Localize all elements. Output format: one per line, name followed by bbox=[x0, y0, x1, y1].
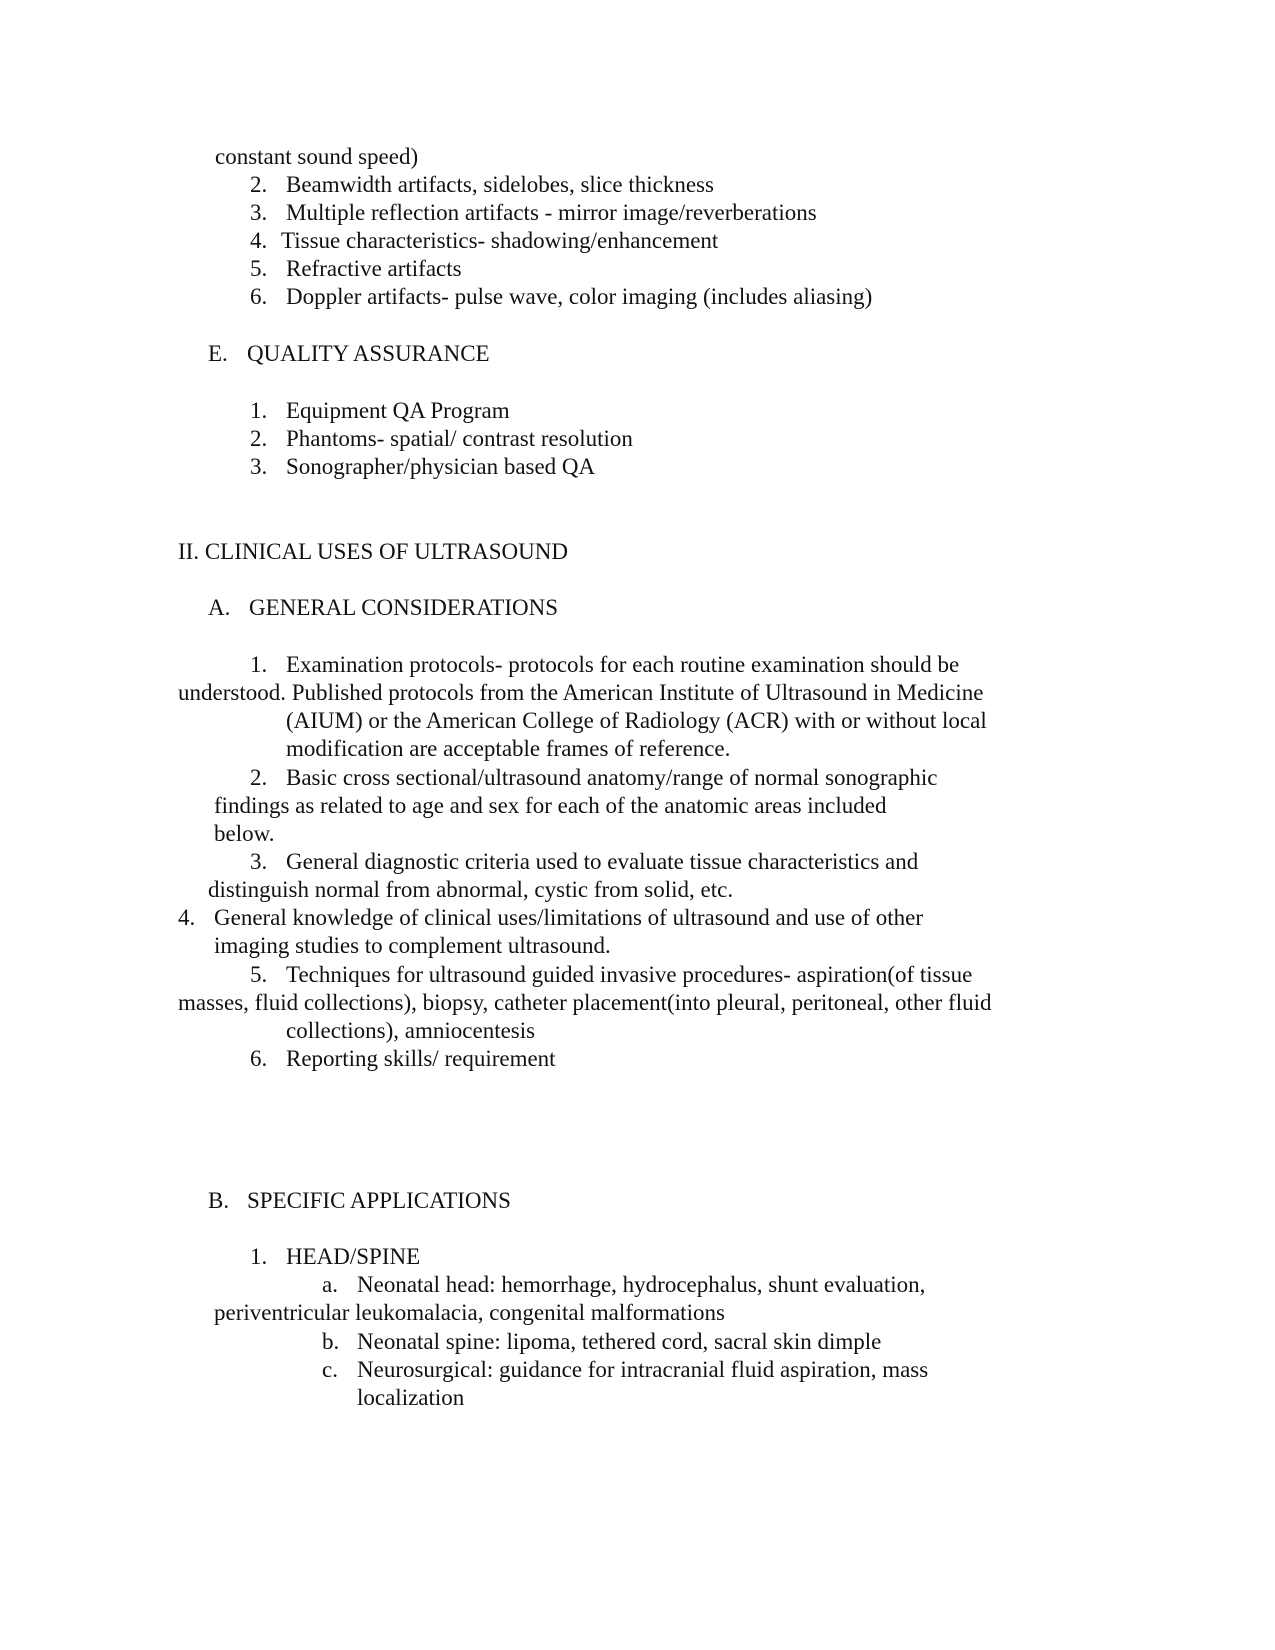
list-number: 2. bbox=[250, 765, 268, 790]
list-number: 6. bbox=[250, 1046, 268, 1071]
list-letter: b. bbox=[322, 1329, 340, 1354]
list-item-text: imaging studies to complement ultrasound. bbox=[214, 933, 611, 958]
list-item-text: Basic cross sectional/ultrasound anatomy/range of normal sonographic bbox=[286, 765, 938, 790]
section-heading: SPECIFIC APPLICATIONS bbox=[247, 1188, 511, 1213]
list-item-text: Multiple reflection artifacts - mirror image/reverberations bbox=[286, 200, 817, 225]
section-letter: A. bbox=[208, 595, 231, 620]
list-item-text: Neonatal head: hemorrhage, hydrocephalus, shunt evaluation, bbox=[357, 1272, 926, 1297]
list-number: 5. bbox=[250, 962, 268, 987]
list-item-text: masses, fluid collections), biopsy, catheter placement(into pleural, peritoneal, other fluid bbox=[178, 990, 992, 1015]
list-number: 1. bbox=[250, 398, 268, 423]
list-item-text: Refractive artifacts bbox=[286, 256, 462, 281]
list-item-text: Neurosurgical: guidance for intracranial fluid aspiration, mass bbox=[357, 1357, 929, 1382]
list-number: 5. bbox=[250, 256, 268, 281]
list-item-text: Neonatal spine: lipoma, tethered cord, sacral skin dimple bbox=[357, 1329, 882, 1354]
major-section-heading: II. CLINICAL USES OF ULTRASOUND bbox=[178, 539, 568, 564]
list-item-text: Beamwidth artifacts, sidelobes, slice thickness bbox=[286, 172, 714, 197]
list-number: 2. bbox=[250, 426, 268, 451]
list-number: 1. bbox=[250, 1244, 268, 1269]
list-item-text: periventricular leukomalacia, congenital malformations bbox=[214, 1300, 725, 1325]
continuation-text: constant sound speed) bbox=[215, 144, 419, 169]
list-letter: c. bbox=[322, 1357, 338, 1382]
list-item-text: understood. Published protocols from the American Institute of Ultrasound in Medicine bbox=[178, 680, 984, 705]
list-item-text: below. bbox=[214, 821, 275, 846]
list-item-text: Doppler artifacts- pulse wave, color imaging (includes aliasing) bbox=[286, 284, 873, 309]
section-heading: QUALITY ASSURANCE bbox=[247, 341, 490, 366]
list-item-text: Reporting skills/ requirement bbox=[286, 1046, 556, 1071]
section-letter: B. bbox=[208, 1188, 230, 1213]
list-item-text: distinguish normal from abnormal, cystic from solid, etc. bbox=[208, 877, 734, 902]
list-item-text: Equipment QA Program bbox=[286, 398, 510, 423]
list-number: 3. bbox=[250, 200, 268, 225]
list-number: 3. bbox=[250, 454, 268, 479]
subsection-heading: HEAD/SPINE bbox=[286, 1244, 421, 1269]
list-item-text: localization bbox=[357, 1385, 465, 1410]
list-item-text: Phantoms- spatial/ contrast resolution bbox=[286, 426, 633, 451]
list-number: 6. bbox=[250, 284, 268, 309]
section-heading: GENERAL CONSIDERATIONS bbox=[249, 595, 559, 620]
section-letter: E. bbox=[208, 341, 228, 366]
list-item-text: (AIUM) or the American College of Radiology (ACR) with or without local bbox=[286, 708, 987, 733]
list-item-text: Examination protocols- protocols for each routine examination should be bbox=[286, 652, 960, 677]
list-number: 4. bbox=[178, 905, 196, 930]
list-letter: a. bbox=[322, 1272, 338, 1297]
list-item-text: modification are acceptable frames of reference. bbox=[286, 736, 731, 761]
list-item-text: Tissue characteristics- shadowing/enhancement bbox=[281, 228, 719, 253]
list-item-text: collections), amniocentesis bbox=[286, 1018, 536, 1043]
list-number: 4. bbox=[250, 228, 268, 253]
list-number: 1. bbox=[250, 652, 268, 677]
list-item-text: Sonographer/physician based QA bbox=[286, 454, 596, 479]
list-item-text: General knowledge of clinical uses/limitations of ultrasound and use of other bbox=[214, 905, 923, 930]
list-item-text: General diagnostic criteria used to evaluate tissue characteristics and bbox=[286, 849, 919, 874]
list-number: 2. bbox=[250, 172, 268, 197]
list-item-text: findings as related to age and sex for each of the anatomic areas included bbox=[214, 793, 887, 818]
list-item-text: Techniques for ultrasound guided invasive procedures- aspiration(of tissue bbox=[286, 962, 973, 987]
list-number: 3. bbox=[250, 849, 268, 874]
